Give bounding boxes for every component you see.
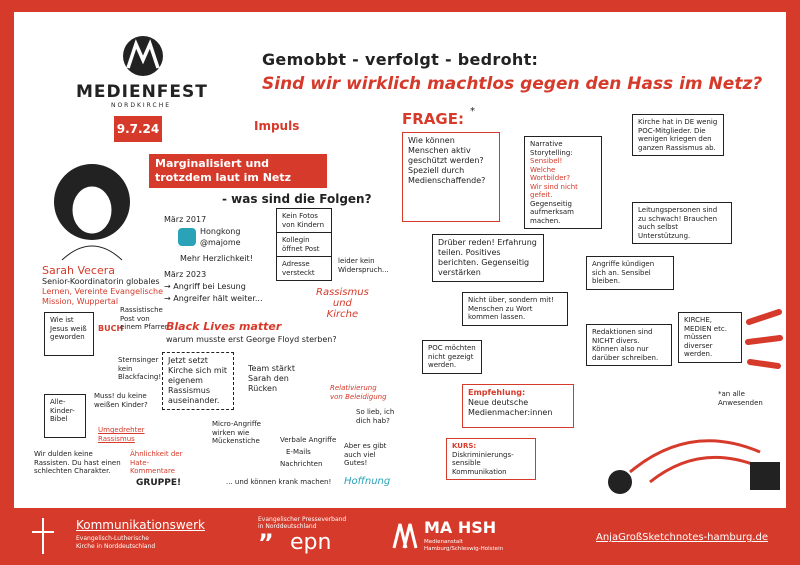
verbal-attacks: Verbale Angriffe [280, 436, 337, 444]
speaker-role-3: Mission, Wuppertal [42, 297, 119, 306]
hands-icon [744, 302, 784, 382]
epn-quote-icon: ” [258, 529, 274, 557]
recommend-label: Empfehlung: [468, 388, 526, 397]
narrative-title: Narrative Storytelling: [530, 140, 573, 157]
frage-star: * [470, 106, 475, 117]
so-lieb: So lieb, ich dich hab? [356, 408, 395, 425]
recommend-box [462, 384, 574, 428]
kw-title: Kommunikationswerk [76, 518, 205, 532]
not-about-box: Nicht über, sondern mit! Menschen zu Wort kommen lassen. [462, 292, 568, 326]
attacker-continues: → Angreifer hält weiter... [164, 294, 263, 303]
no-contradiction: leider kein Widerspruch... [338, 257, 389, 274]
racism-church-1: Rassismus [316, 287, 369, 298]
racism-church-2: und [332, 298, 352, 309]
frage-label: FRAGE: [402, 110, 464, 128]
group-label: GRUPPE! [136, 478, 182, 488]
sketchnote-canvas [14, 12, 786, 508]
topic-question: - was sind die Folgen? [222, 192, 372, 206]
racism-church-3: Kirche [326, 309, 359, 320]
mahsh-label: MA HSH [424, 518, 497, 537]
footer [0, 508, 800, 565]
book-label: BUCH [98, 324, 124, 333]
talk-box: Drüber reden! Erfahrung teilen. Positives berichten. Gegenseitig verstärken [432, 234, 544, 282]
mahsh-logo-icon [390, 518, 420, 552]
relativization: Relativierung von Beleidigung [330, 384, 387, 401]
hope: Hoffnung [344, 476, 391, 487]
credit-link[interactable]: AnjaGroßSketchnotes-hamburg.de [596, 532, 769, 543]
hongkong: Hongkong [200, 227, 241, 236]
star-singers: Sternsinger kein Blackfacing! [118, 356, 162, 381]
handle: @majome [200, 238, 241, 247]
attacks-box: Angriffe kündigen sich an. Sensibel bleiben. [586, 256, 674, 290]
narrative-item-1: Sensibel! [530, 157, 563, 165]
impuls-label: Impuls [254, 119, 300, 133]
narrative-box [524, 136, 602, 229]
micro-attacks: Micro-Angriffe wirken wie Mückenstiche [212, 420, 261, 445]
racism-church [316, 287, 369, 320]
kurs-label: KURS: [452, 442, 477, 450]
epn-sub2: in Norddeutschland [258, 523, 317, 530]
jesus-book: Wie ist Jesus weiß geworden [44, 312, 94, 356]
colleague-box: Kollegin öffnet Post [276, 232, 332, 257]
church-now: Jetzt setzt Kirche sich mit eigenem Rassismus auseinander. [162, 352, 234, 410]
mahsh-sub1: Medienanstalt [424, 539, 463, 545]
church-poc-box: Kirche hat in DE wenig POC-Mitglieder. Die wenigen kriegen den ganzen Rassismus ab. [632, 114, 724, 156]
cross-icon [30, 516, 56, 556]
no-photos-box: Kein Fotos von Kindern [276, 208, 332, 233]
address-box: Adresse versteckt [276, 256, 332, 281]
epn-label: epn [290, 530, 332, 555]
newsrooms-box: Redaktionen sind NICHT divers. Können also nur darüber schreiben. [586, 324, 672, 366]
church-media-box: KIRCHE, MEDIEN etc. müssen diverser werden. [678, 312, 742, 363]
speaker-name: Sarah Vecera [42, 264, 115, 277]
team-support: Team stärkt Sarah den Rücken [248, 364, 295, 393]
kurs-box [446, 438, 536, 480]
attack-reading: → Angriff bei Lesung [164, 282, 246, 291]
all-present: *an alle Anwesenden [718, 390, 763, 407]
mahsh-sub2: Hamburg/Schleswig-Holstein [424, 546, 504, 552]
children-bible: Alle-Kinder-Bibel [44, 394, 86, 438]
event-sub: NORDKIRCHE [110, 102, 172, 109]
leaders-box: Leitungspersonen sind zu schwach! Brauchen auch selbst Unterstützung. [632, 202, 732, 244]
speaker-portrait-icon [42, 152, 142, 262]
can-make-sick: ... und können krank machen! [226, 478, 332, 486]
speaker-role-2: Lernen, Vereinte Evangelische [42, 287, 164, 296]
online-hate-scene-icon [590, 412, 786, 508]
similar-comments: Ähnlichkeit der Hate-Kommentare [130, 450, 183, 475]
march-2017: März 2017 [164, 215, 207, 224]
event-date: 9.7.24 [114, 116, 162, 142]
poc-shown-box: POC möchten nicht gezeigt werden. [422, 340, 482, 374]
news: Nachrichten [280, 460, 323, 468]
kw-sub2: Kirche in Norddeutschland [76, 543, 156, 550]
narrative-item-3: Wir sind nicht gefeit. [530, 182, 578, 199]
medienfest-logo-icon [114, 34, 172, 78]
kw-sub1: Evangelisch-Lutherische [76, 535, 149, 542]
more-kindness: Mehr Herzlichkeit! [180, 254, 253, 263]
frage-box: Wie können Menschen aktiv geschützt werden? Speziell durch Medienschaffende? [402, 132, 500, 222]
but-good: Aber es gibt auch viel Gutes! [344, 442, 387, 467]
must-be: Muss! du keine weißen Kinder? [94, 392, 148, 409]
header-line1: Gemobbt - verfolgt - bedroht: [262, 50, 539, 69]
kurs-text: Diskriminierungs-sensible Kommunikation [452, 450, 514, 476]
epn-sub1: Evangelischer Presseverband [258, 516, 347, 523]
racist-post: Rassistische Post von einem Pfarrer [120, 306, 168, 331]
emails: E-Mails [286, 448, 311, 456]
speaker-role-1: Senior-Koordinatorin globales [42, 277, 160, 286]
inverted-racism: Umgedrehter Rassismus [98, 426, 145, 443]
blm-title: Black Lives matter [166, 320, 282, 333]
header-line2: Sind wir wirklich machtlos gegen den Hass im Netz? [262, 74, 763, 94]
recommend-text: Neue deutsche Medienmacher:innen [468, 398, 553, 417]
topic-line2: trotzdem laut im Netz [155, 171, 292, 184]
tolerate: Wir dulden keine Rassisten. Du hast einen schlechten Charakter. [34, 450, 121, 475]
topic-line1: Marginalisiert und [155, 157, 270, 170]
topic-banner [149, 154, 327, 188]
blm-question: warum musste erst George Floyd sterben? [166, 335, 337, 344]
instagram-icon [178, 228, 196, 246]
event-brand: MEDIENFEST [76, 82, 208, 102]
march-2023: März 2023 [164, 270, 207, 279]
narrative-item-2: Welche Wortbilder? [530, 165, 571, 182]
narrative-item-4: Gegenseitig aufmerksam machen. [530, 199, 575, 225]
